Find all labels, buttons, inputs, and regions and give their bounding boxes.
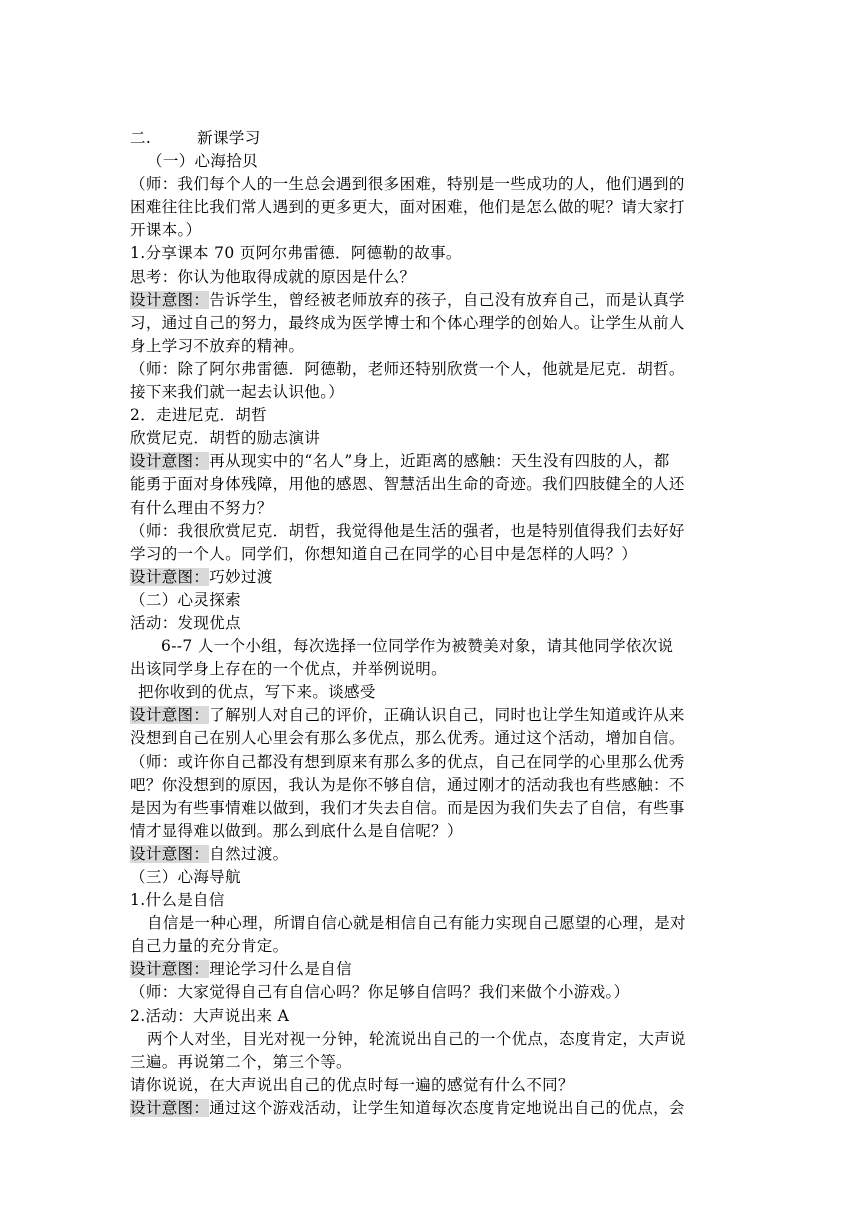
text-line: （师：我们每个人的一生总会遇到很多困难，特别是一些成功的人，他们遇到的 bbox=[130, 175, 685, 194]
section-heading bbox=[130, 127, 740, 150]
text-line: 思考：你认为他取得成就的原因是什么？ bbox=[130, 267, 416, 286]
text-line: 两个人对坐，目光对视一分钟，轮流说出自己的一个优点，态度肯定，大声说 bbox=[147, 1029, 686, 1048]
text-line: 习，通过自己的努力，最终成为医学博士和个体心理学的创始人。让学生从前人 bbox=[130, 313, 685, 332]
text-span: 通过这个游戏活动，让学生知道每次态度肯定地说出自己的优点，会 bbox=[209, 1098, 685, 1117]
subsection-title-1: （一）心海拾贝 bbox=[147, 152, 258, 171]
heading-text: 新课学习 bbox=[197, 129, 261, 147]
text-span: 告诉学生，曾经被老师放弃的孩子，自己没有放弃自己，而是认真学 bbox=[209, 290, 685, 309]
text-line: 开课本。） bbox=[130, 221, 202, 240]
text-line: （师：大家觉得自己有自信心吗？你足够自信吗？我们来做个小游戏。） bbox=[130, 983, 630, 1002]
subsection-title-2: （二）心灵探索 bbox=[130, 590, 241, 609]
text-line: 1.什么是自信 bbox=[130, 891, 225, 910]
design-intent-line bbox=[130, 704, 740, 727]
text-line: 三遍。再说第二个，第三个等。 bbox=[130, 1052, 352, 1071]
text-line: 1.分享课本 70 页阿尔弗雷德．阿德勒的故事。 bbox=[130, 244, 462, 263]
text-line: 没想到自己在别人心里会有那么多优点，那么优秀。通过这个活动，增加自信。 bbox=[130, 729, 685, 748]
design-intent-line bbox=[130, 566, 740, 589]
design-intent-label: 设计意图： bbox=[130, 452, 210, 471]
text-line: 身上学习不放弃的精神。 bbox=[130, 336, 305, 355]
text-line: 吧？你没想到的原因，我认为是你不够自信，通过刚才的活动我也有些感触：不 bbox=[130, 775, 685, 794]
design-intent-line bbox=[130, 1097, 740, 1120]
design-intent-label: 设计意图： bbox=[130, 960, 210, 979]
text-line: 2.活动：大声说出来 A bbox=[130, 1006, 290, 1025]
text-span: 自然过渡。 bbox=[209, 844, 289, 863]
design-intent-label: 设计意图： bbox=[130, 844, 210, 863]
design-intent-line bbox=[130, 289, 740, 312]
text-line: 情才显得难以做到。那么到底什么是自信呢？） bbox=[130, 821, 463, 840]
text-line: 欣赏尼克．胡哲的励志演讲 bbox=[130, 429, 321, 448]
text-line: 活动：发现优点 bbox=[130, 613, 241, 632]
text-span: 理论学习什么是自信 bbox=[209, 960, 352, 979]
design-intent-line bbox=[130, 958, 740, 981]
text-line: 请你说说，在大声说出自己的优点时每一遍的感觉有什么不同？ bbox=[130, 1075, 574, 1094]
text-span: 了解别人对自己的评价，正确认识自己，同时也让学生知道或许从来 bbox=[209, 706, 685, 725]
text-line: 2．走进尼克．胡哲 bbox=[130, 406, 268, 425]
text-line: 自信是一种心理，所谓自信心就是相信自己有能力实现自己愿望的心理，是对 bbox=[147, 914, 686, 933]
subsection-title-3: （三）心海导航 bbox=[130, 868, 241, 886]
design-intent-label: 设计意图： bbox=[130, 567, 210, 586]
design-intent-line bbox=[130, 450, 740, 473]
text-line: 自己力量的充分肯定。 bbox=[130, 937, 289, 956]
text-line: 困难往往比我们常人遇到的更多更大，面对困难，他们是怎么做的呢？请大家打 bbox=[130, 198, 685, 217]
text-line: 学习的一个人。同学们，你想知道自己在同学的心目中是怎样的人吗？） bbox=[130, 544, 638, 563]
text-line: 是因为有些事情难以做到，我们才失去自信。而是因为我们失去了自信，有些事 bbox=[130, 798, 685, 817]
text-line: （师：我很欣赏尼克．胡哲，我觉得他是生活的强者，也是特别值得我们去好好 bbox=[130, 521, 685, 540]
design-intent-label: 设计意图： bbox=[130, 290, 210, 309]
heading-number: 二. bbox=[130, 129, 152, 147]
text-line: 能勇于面对身体残障，用他的感恩、智慧活出生命的奇迹。我们四肢健全的人还 bbox=[130, 475, 685, 494]
document-page bbox=[130, 127, 740, 1120]
text-line: 接下来我们就一起去认识他。） bbox=[130, 383, 345, 402]
text-line: 出该同学身上存在的一个优点，并举例说明。 bbox=[130, 660, 448, 679]
text-line: 有什么理由不努力？ bbox=[130, 498, 273, 517]
design-intent-label: 设计意图： bbox=[130, 706, 210, 725]
text-span: 再从现实中的“名人”身上，近距离的感触：天生没有四肢的人，都 bbox=[209, 452, 670, 471]
text-line: （师：或许你自己都没有想到原来有那么多的优点，自己在同学的心里那么优秀 bbox=[130, 752, 685, 771]
text-line: 6--7 人一个小组，每次选择一位同学作为被赞美对象，请其他同学依次说 bbox=[161, 637, 674, 656]
design-intent-line bbox=[130, 843, 740, 866]
text-line: （师：除了阿尔弗雷德．阿德勒，老师还特别欣赏一个人，他就是尼克．胡哲。 bbox=[130, 359, 685, 378]
text-line: 把你收到的优点，写下来。谈感受 bbox=[138, 683, 376, 702]
text-span: 巧妙过渡 bbox=[209, 567, 273, 586]
design-intent-label: 设计意图： bbox=[130, 1098, 210, 1117]
